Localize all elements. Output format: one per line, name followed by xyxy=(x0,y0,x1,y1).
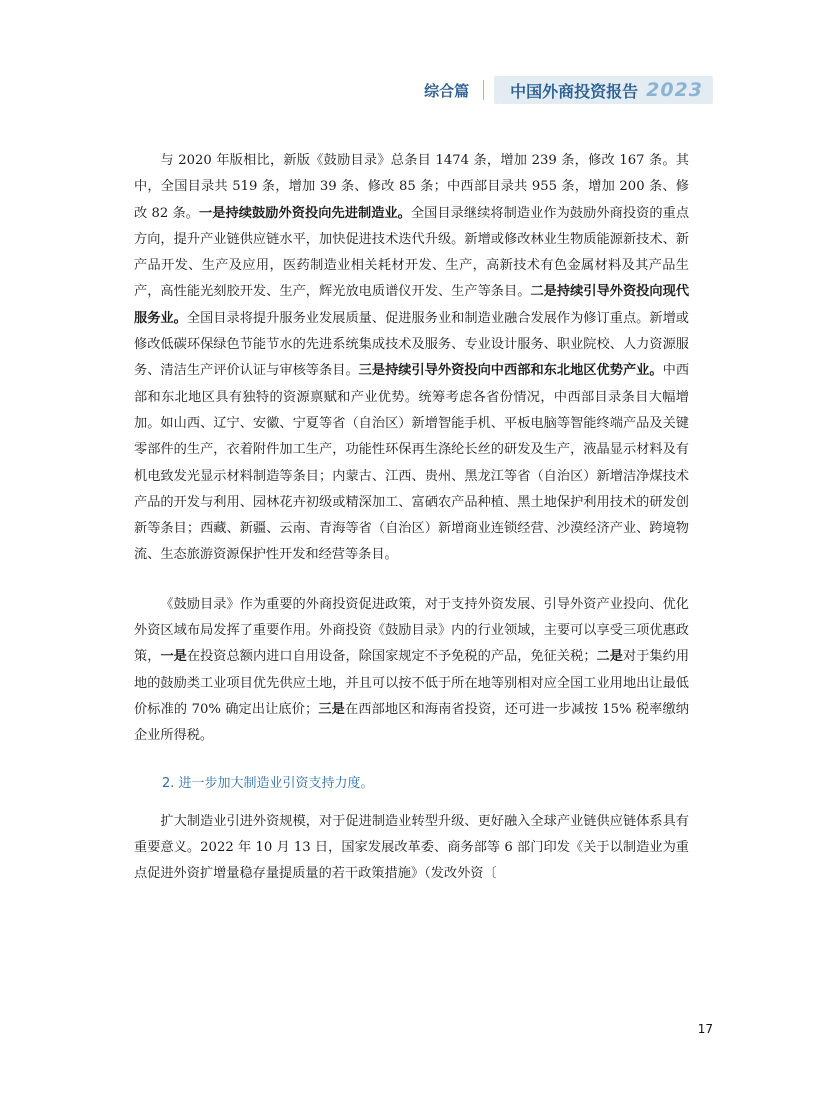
text-run: 《鼓励目录》作为重要的外商投资促进政策，对于支持外资发展、引导外资产业投向、优化外资区域布局发挥了重要作用。外商投资《鼓励目录》内的行业领域，主要可以享受三项优惠政策， xyxy=(134,596,689,665)
body-text xyxy=(134,148,689,887)
emphasis-text: 二是持续引导外资投向现代服务业。 xyxy=(134,284,690,326)
emphasis-text: 一是 xyxy=(160,649,187,665)
text-run: 扩大制造业引进外资规模，对于促进制造业转型升级、更好融入全球产业链供应链体系具有重要意义。2022 年 10 月 13 日，国家发展改革委、商务部等 6 部门印发《关于以制造业为重点促进外资扩增量稳存量提质量的若干政策措施》（发改外资〔 xyxy=(134,813,689,882)
text-run: 全国目录继续将制造业作为鼓励外商投资的重点方向，提升产业链供应链水平，加快促进技术迭代升级。新增或修改林业生物质能源新技术、新产品开发、生产及应用，医药制造业相关耗材开发、生产，高新技术有色金属材料及其产品生产，高性能光刻胶开发、生产，辉光放电质谱仪开发、生产等条目。 xyxy=(134,205,690,300)
subheading: 2. 进一步加大制造业引资支持力度。 xyxy=(162,775,374,791)
paragraph-3 xyxy=(134,809,689,888)
emphasis-text: 三是 xyxy=(318,701,345,717)
report-year: 2023 xyxy=(646,79,703,101)
text-run: 在西部地区和海南省投资，还可进一步减按 15% 税率缴纳企业所得税。 xyxy=(134,701,689,744)
paragraph-1 xyxy=(134,148,689,569)
page-number: 17 xyxy=(697,1022,713,1036)
text-run: 与 2020 年版相比，新版《鼓励目录》总条目 1474 条，增加 239 条，修改 167 条。其中，全国目录共 519 条，增加 39 条、修改 85 条；中西部目录共 955 条，增加 200 条、修改 82 条。 xyxy=(134,153,689,221)
emphasis-text: 一是持续鼓励外资投向先进制造业。 xyxy=(199,205,411,221)
text-run: 全国目录将提升服务业发展质量、促进服务业和制造业融合发展作为修订重点。新增或修改低碳环保绿色节能节水的先进系统集成技术及服务、专业设计服务、职业院校、人力资源服务、清洁生产评价认证与审核等条目。 xyxy=(134,310,689,379)
paragraph-2 xyxy=(134,592,689,750)
report-title-badge xyxy=(500,76,713,104)
running-header xyxy=(424,76,713,104)
report-title: 中国外商投资报告 xyxy=(510,81,639,101)
section-label: 综合篇 xyxy=(424,81,470,100)
header-divider xyxy=(483,80,484,100)
emphasis-text: 二是 xyxy=(596,649,623,665)
text-run: 在投资总额内进口自用设备，除国家规定不予免税的产品，免征关税； xyxy=(186,649,597,665)
emphasis-text: 三是持续引导外资投向中西部和东北地区优势产业。 xyxy=(358,363,663,379)
text-run: 中西部和东北地区具有独特的资源禀赋和产业优势。统筹考虑各省份情况，中西部目录条目大幅增加。如山西、辽宁、安徽、宁夏等省（自治区）新增智能手机、平板电脑等智能终端产品及关键零部件的生产，衣着附件加工生产，功能性环保再生涤纶长丝的研发及生产，液晶显示材料及有机电致发光显示材料制造等条目；内蒙古、江西、贵州、黑龙江等省（自治区）新增洁净煤技术产品的开发与利用、园林花卉初级或精深加工、富硒农产品种植、黑土地保护利用技术的研发创新等条目；西藏、新疆、云南、青海等省（自治区）新增商业连锁经营、沙漠经济产业、跨境物流、生态旅游资源保护性开发和经营等条目。 xyxy=(134,363,690,563)
text-run: 对于集约用地的鼓励类工业项目优先供应土地，并且可以按不低于所在地等别相对应全国工业用地出让最低价标准的 70% 确定出让底价； xyxy=(134,649,690,717)
